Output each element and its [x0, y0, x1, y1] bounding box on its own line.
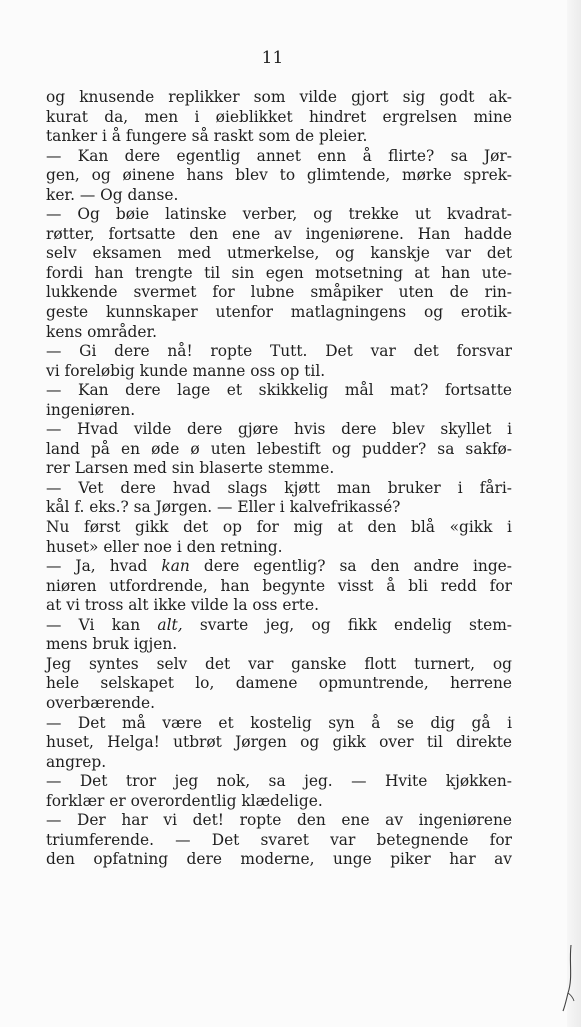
text-line: triumferende. — Det svaret var betegnende for	[46, 830, 512, 849]
text-line: — Kan dere lage et skikkelig mål mat? fortsatte	[46, 381, 512, 400]
text-line: — Hvad vilde dere gjøre hvis dere blev skyllet i	[46, 420, 512, 439]
text-line: — Kan dere egentlig annet enn å flirte? sa Jør-	[46, 146, 512, 165]
text-line: overbærende.	[46, 693, 155, 712]
text-line: og knusende replikker som vilde gjort sig godt ak-	[46, 88, 512, 106]
text-line: kens områder.	[46, 322, 158, 341]
text-line: angrep.	[46, 752, 107, 771]
text-line: at vi tross alt ikke vilde la oss erte.	[46, 596, 319, 615]
text-line: vi foreløbig kunde manne oss op til.	[46, 361, 326, 380]
text-line: den opfatning dere moderne, unge piker har av	[46, 850, 512, 869]
page-edge-shadow	[567, 0, 581, 1027]
text-line: — Og bøie latinske verber, og trekke ut kvadrat-	[46, 205, 512, 224]
page-number: 11	[261, 48, 284, 68]
text-line: gen, og øinene hans blev to glimtende, mørke sprek-	[46, 166, 512, 185]
text-line: røtter, fortsatte den ene av ingeniørene. Han hadde	[46, 224, 512, 243]
text-line: — Der har vi det! ropte den ene av ingeniørene	[46, 811, 512, 830]
text-line: — Ja, hvad kan dere egentlig? sa den andre inge-	[46, 557, 512, 576]
body-text	[46, 88, 512, 870]
text-line: — Det må være et kostelig syn å se dig gå i	[46, 713, 512, 732]
text-line: Nu først gikk det op for mig at den blå «gikk i	[46, 518, 512, 537]
text-line: land på en øde ø uten lebestift og pudder? sa sakfø-	[46, 439, 512, 458]
text-line: mens bruk igjen.	[46, 635, 178, 654]
text-line: geste kunnskaper utenfor matlagningens og erotik-	[46, 303, 512, 322]
text-line: huset» eller noe i den retning.	[46, 537, 283, 556]
text-line: lukkende svermet for lubne småpiker uten de rin-	[46, 283, 512, 302]
text-line: kurat da, men i øieblikket hindret ergrelsen mine	[46, 107, 512, 126]
text-line: fordi han trengte til sin egen motsetning at han ute-	[46, 263, 512, 282]
text-line: ker. — Og danse.	[46, 185, 179, 204]
text-line: — Vi kan alt, svarte jeg, og fikk endelig stem-	[46, 615, 512, 634]
text-line: ingeniøren.	[46, 400, 136, 419]
pen-mark	[559, 943, 577, 1013]
text-line: hele selskapet lo, damene opmuntrende, herrene	[46, 674, 512, 693]
text-line: Jeg syntes selv det var ganske flott turnert, og	[46, 654, 512, 673]
text-line: rer Larsen med sin blaserte stemme.	[46, 459, 335, 478]
text-line: niøren utfordrende, han begynte visst å bli redd for	[46, 576, 512, 595]
text-line: — Det tror jeg nok, sa jeg. — Hvite kjøkken-	[46, 772, 512, 791]
text-line: tanker i å fungere så raskt som de pleier.	[46, 127, 368, 146]
text-line: forklær er overordentlig klædelige.	[46, 791, 323, 810]
text-line: huset, Helga! utbrøt Jørgen og gikk over til direkte	[46, 733, 512, 752]
text-line: — Gi dere nå! ropte Tutt. Det var det forsvar	[46, 342, 512, 361]
text-line: — Vet dere hvad slags kjøtt man bruker i fåri-	[46, 478, 512, 497]
text-line: selv eksamen med utmerkelse, og kanskje var det	[46, 244, 512, 263]
text-line: kål f. eks.? sa Jørgen. — Eller i kalvefrikassé?	[46, 498, 401, 517]
